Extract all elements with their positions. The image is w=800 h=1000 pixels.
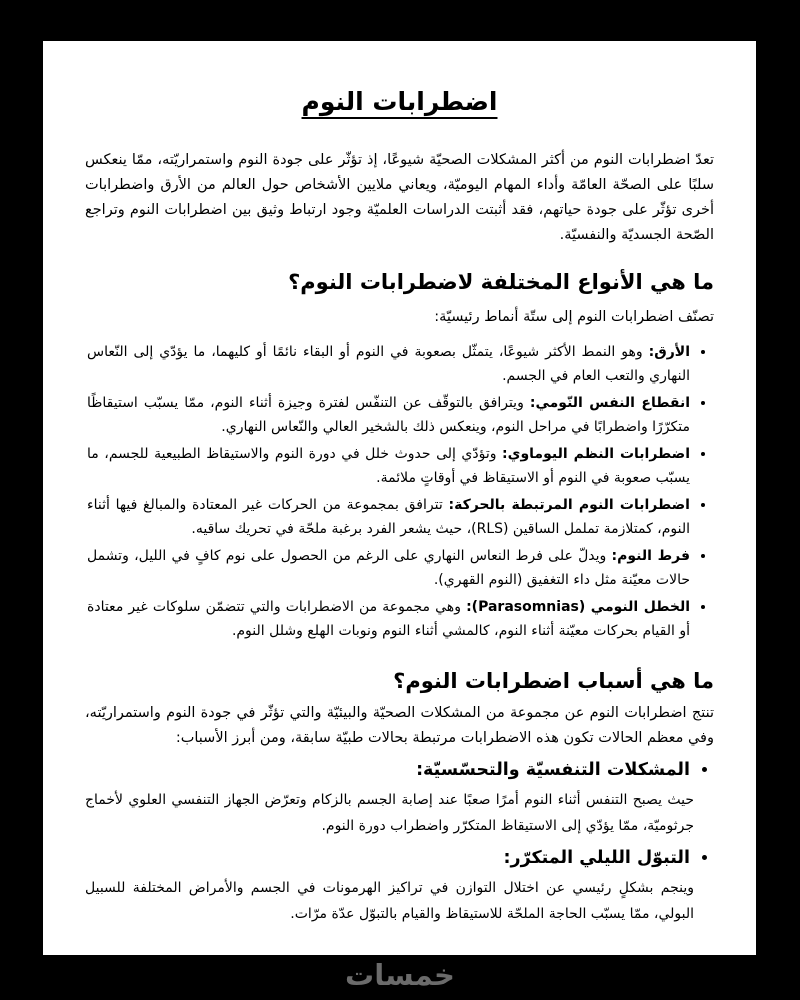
khamsat-logo: خمسات bbox=[345, 958, 455, 992]
list-item-desc: وهو النمط الأكثر شيوعًا، يتمثّل بصعوبة في النوم أو البقاء نائمًا أو كليهما، ما يؤدّي إلى النّعاس النهاري والتعب العام في الجسم. bbox=[87, 344, 690, 384]
intro-paragraph: تعدّ اضطرابات النوم من أكثر المشكلات الصحيّة شيوعًا، إذ تؤثّر على جودة النوم واستمراريّته، ممّا ينعكس سلبًا على الصحّة العامّة وأداء المهام اليوميّة، ويعاني ملايين الأشخاص حول العالم من الأرق واضطرابات أخرى تؤثّر على جودة حياتهم، فقد أثبتت الدراسات العلميّة وجود ارتباط وثيق بين اضطرابات النوم وتراجع الصّحة الجسديّة والنفسيّة. bbox=[85, 152, 714, 243]
list-item-desc: ويدلّ على فرط النعاس النهاري على الرغم من الحصول على نوم كافٍ في الليل، وتشمل حالات معيّنة مثل داء التغفيق (النوم القهري). bbox=[87, 548, 690, 588]
list-item-desc: ويترافق بالتوقّف عن التنفّس لفترة وجيزة أثناء النوم، ممّا يسبّب استيقاظًا متكرّرًا واضطرابًا في مراحل النوم، وينعكس ذلك بالشخير العالي والنّعاس النهاري. bbox=[87, 395, 690, 435]
sleep-disorder-causes-list bbox=[85, 758, 714, 927]
list-item-term: اضطرابات النوم المرتبطة بالحركة: bbox=[448, 497, 690, 513]
list-item-term: انقطاع النفس النّومي: bbox=[529, 395, 690, 411]
cause-description: وينجم بشكلٍ رئيسي عن اختلال التوازن في تراكيز الهرمونات في الجسم والأمراض المختلفة للسبيل البولي، ممّا يسبّب الحاجة الملحّة للاستيقاظ والقيام بالتبوّل عدّة مرّات. bbox=[85, 880, 694, 922]
causes-section-heading: ما هي أسباب اضطرابات النوم؟ bbox=[393, 669, 714, 693]
cause-item-respiratory-allergic bbox=[85, 758, 694, 839]
page-title: اضطرابات النوم bbox=[301, 87, 498, 116]
list-item-movement-disorders bbox=[85, 494, 690, 541]
types-section-intro: تصنّف اضطرابات النوم إلى ستّة أنماط رئيسيّة: bbox=[434, 309, 714, 325]
list-item-hypersomnia bbox=[85, 545, 690, 592]
list-item-desc: وتؤدّي إلى حدوث خلل في دورة النوم والاستيقاظ الطبيعية للجسم، ما يسبّب صعوبة في النوم أو الاستيقاظ في أوقاتٍ ملائمة. bbox=[87, 446, 690, 486]
list-item-desc: تترافق بمجموعة من الحركات غير المعتادة والمبالغ فيها أثناء النوم، كمتلازمة تململ الساقين (RLS)، حيث يشعر الفرد برغبة ملحّة في تحريك ساقيه. bbox=[87, 497, 690, 537]
list-item-circadian-rhythm bbox=[85, 443, 690, 490]
document-page bbox=[43, 41, 756, 955]
list-item-parasomnias bbox=[85, 596, 690, 643]
cause-item-nocturia bbox=[85, 846, 694, 927]
sleep-disorder-types-list bbox=[85, 341, 714, 643]
list-item-sleep-apnea bbox=[85, 392, 690, 439]
list-item-desc: وهي مجموعة من الاضطرابات والتي تتضمّن سلوكات غير معتادة أو القيام بحركات معيّنة أثناء النوم، كالمشي أثناء النوم ونوبات الهلع وشلل النوم. bbox=[87, 599, 690, 639]
list-item-term: فرط النوم: bbox=[611, 548, 690, 564]
causes-section-intro: تنتج اضطرابات النوم عن مجموعة من المشكلات الصحيّة والبيئيّة والتي تؤثّر في جودة النوم واستمراريّته، وفي معظم الحالات تكون هذه الاضطرابات مرتبطة بحالات طبيّة سابقة، ومن أبرز الأسباب: bbox=[85, 705, 714, 746]
list-item-insomnia bbox=[85, 341, 690, 388]
types-section-heading: ما هي الأنواع المختلفة لاضطرابات النوم؟ bbox=[288, 270, 714, 294]
list-item-term: الخطل النومي (Parasomnias): bbox=[466, 599, 691, 615]
cause-description: حيث يصبح التنفس أثناء النوم أمرًا صعبًا عند إصابة الجسم بالزكام وتعرّض الجهاز التنفسي العلوي لأخماج جرثوميّة، ممّا يؤدّي إلى الاستيقاظ المتكرّر واضطراب دورة النوم. bbox=[85, 792, 694, 834]
cause-term: • المشكلات التنفسيّة والتحسّسيّة: bbox=[416, 760, 690, 780]
list-item-term: الأرق: bbox=[648, 344, 690, 360]
cause-term: • التبوّل الليلي المتكرّر: bbox=[503, 848, 690, 868]
list-item-term: اضطرابات النظم اليوماوي: bbox=[502, 446, 691, 462]
